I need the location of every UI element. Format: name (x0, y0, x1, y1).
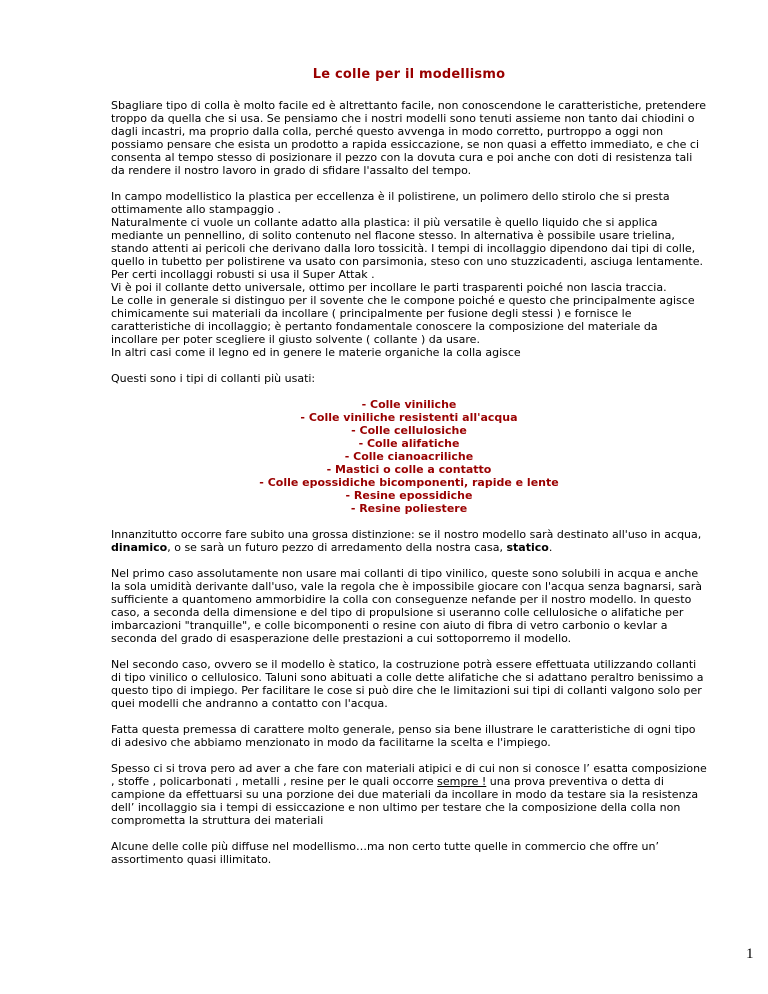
glue-type-item: - Resine epossidiche (345, 489, 473, 502)
dynamic-term: dinamico (111, 541, 168, 554)
document-title: Le colle per il modellismo (312, 67, 506, 82)
glue-type-item: - Colle alifatiche (358, 437, 460, 450)
glue-type-item: - Mastici o colle a contatto (326, 463, 492, 476)
intro-paragraph: Sbagliare tipo di colla è molto facile ed è altrettanto facile, non conoscendone le caratteristiche, pretendere troppo da quella che si usa. Se pensiamo che i nostri modelli sono tenuti assieme non tanto dai chiodini o dagli incastri, ma proprio dalla colla, perché questo avvenga in modo corretto, purtroppo a oggi non possiamo pensare che esista un prodotto a rapida essiccazione, se non quasi a effetto immediato, e che ci consenta al tempo stesso di posizionare il pezzo con la dovuta cura e poi anche con doti di resistenza tali da rendere il nostro lavoro in grado di sfidare l'assalto del tempo. (111, 99, 706, 177)
glue-type-item: - Colle cianoacriliche (344, 450, 474, 463)
paragraph-line: Vi è poi il collante detto universale, ottimo per incollare le parti trasparenti poiché non lascia traccia. (111, 281, 667, 294)
test-paragraph: Spesso ci si trova pero ad aver a che fare con materiali atipici e di cui non si conosce l’ esatta composizione , stoffe , policarbonati , metalli , resine per le quali occorre sempre ! una prova preventiva o detta di campione da effettuarsi su una porzione dei due materiali da incollare in modo da testare sia la resistenza dell’ incollaggio sia i tempi di essiccazione e non ultimo per testare che la composizione della colla non comprometta la struttura dei materiali (111, 762, 707, 827)
paragraph-line: Per certi incollaggi robusti si usa il Super Attak . (111, 268, 375, 281)
page-number: 1 (746, 946, 754, 962)
paragraph-line: Naturalmente ci vuole un collante adatto alla plastica: il più versatile è quello liquido che si applica mediante un pennellino, di solito contenuto nel flacone stesso. In alternativa è possibile usare trielina, stando attenti ai pericoli che derivano dalla loro tossicità. I tempi di incollaggio dipendono dai tipi di colle, quello in tubetto per polistirene va usato con parsimonia, steso con uno stuzzicadenti, asciuga lentamente. (111, 216, 703, 268)
distinction-paragraph: Innanzitutto occorre fare subito una grossa distinzione: se il nostro modello sarà destinato all'uso in acqua, dinamico, o se sarà un futuro pezzo di arredamento della nostra casa, statico. (111, 528, 702, 554)
glue-types-intro: Questi sono i tipi di collanti più usati: (111, 372, 316, 385)
premise-paragraph: Fatta questa premessa di carattere molto generale, penso sia bene illustrare le caratteristiche di ogni tipo di adesivo che abbiamo menzionato in modo da facilitarne la scelta e l'impiego. (111, 723, 696, 749)
closing-paragraph: Alcune delle colle più diffuse nel modellismo…ma non certo tutte quelle in commercio che offre un’ assortimento quasi illimitato. (111, 840, 660, 866)
glue-type-item: - Colle epossidiche bicomponenti, rapide e lente (259, 476, 559, 489)
glue-type-item: - Colle viniliche (361, 398, 457, 411)
paragraph-line: In campo modellistico la plastica per eccellenza è il polistirene, un polimero dello stirolo che si presta ottimamente allo stampaggio . (111, 190, 670, 216)
glue-type-item: - Colle viniliche resistenti all'acqua (300, 411, 518, 424)
glue-type-item: - Resine poliestere (350, 502, 468, 515)
emphasis-underline: sempre ! (437, 775, 487, 788)
glue-types-list (111, 398, 707, 515)
static-term: statico (506, 541, 549, 554)
document-page (111, 56, 707, 879)
paragraph-line: In altri casi come il legno ed in genere le materie organiche la colla agisce (111, 346, 521, 359)
glue-type-item: - Colle cellulosiche (351, 424, 467, 437)
plastic-paragraph (111, 190, 707, 359)
paragraph-line: Le colle in generale si distinguo per il sovente che le compone poiché e questo che principalmente agisce chimicamente sui materiali da incollare ( principalmente per fusione degli stessi ) e fornisce le caratteristiche di incollaggio; è pertanto fondamentale conoscere la composizione del materiale da incollare per poter scegliere il giusto solvente ( collante ) da usare. (111, 294, 695, 346)
first-case-paragraph: Nel primo caso assolutamente non usare mai collanti di tipo vinilico, queste sono solubili in acqua e anche la sola umidità derivante dall'uso, vale la regola che è impossibile giocare con l'acqua senza bagnarsi, sarà sufficiente a quantomeno ammorbidire la colla con conseguenze nefande per il nostro modello. In questo caso, a seconda della dimensione e del tipo di propulsione si useranno colle cellulosiche o alifatiche per imbarcazioni "tranquille", e colle bicomponenti o resine con aiuto di fibra di vetro carbonio o kevlar a seconda del grado di esasperazione delle prestazioni a cui sottoporremo il modello. (111, 567, 702, 645)
second-case-paragraph: Nel secondo caso, ovvero se il modello è statico, la costruzione potrà essere effettuata utilizzando collanti di tipo vinilico o cellulosico. Taluni sono abituati a colle dette alifatiche che si adattano peraltro benissimo a questo tipo di impiego. Per facilitare le cose si può dire che le limitazioni sui tipi di collanti valgono solo per quei modelli che andranno a contatto con l'acqua. (111, 658, 704, 710)
